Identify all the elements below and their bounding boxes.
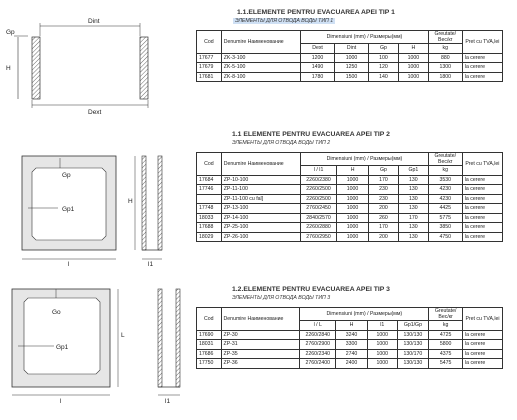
cell-denumire: ZP-31 xyxy=(221,340,300,350)
cell-pret: la cerere xyxy=(462,53,502,63)
col-l1: l1 xyxy=(367,321,397,331)
section2-title: 1.1 ELEMENTE PENTRU EVACUAREA APEI TIP 2 xyxy=(232,131,390,138)
drawing-tip3 xyxy=(12,289,180,405)
table-row xyxy=(197,185,503,195)
table-row xyxy=(197,213,503,223)
cell-cod: 17679 xyxy=(197,63,222,73)
cell-dim: 2400 xyxy=(336,359,368,369)
cell-denumire: ZP-11-100 xyxy=(221,185,300,195)
cell-pret: la cerere xyxy=(462,63,502,73)
cell-cod: 17690 xyxy=(197,330,222,340)
cell-dim: 1200 xyxy=(301,53,335,63)
cell-cod: 18033 xyxy=(197,213,222,223)
cell-dim: 2760/2900 xyxy=(300,340,336,350)
table-tip1 xyxy=(196,30,503,82)
cell-dim: 100 xyxy=(369,53,399,63)
cell-dim: 3240 xyxy=(336,330,368,340)
cell-dim: 130/130 xyxy=(397,340,429,350)
cell-denumire: ZP-11-100 cu fal] xyxy=(221,194,300,204)
drawing-tip1 xyxy=(6,18,148,116)
col-kg: kg xyxy=(428,44,462,54)
cell-dim: 170 xyxy=(369,223,399,233)
label-l1: l1 xyxy=(165,398,171,405)
col-kg: kg xyxy=(429,321,463,331)
label-h: H xyxy=(128,198,133,205)
col-denumire: Denumire Наименование xyxy=(221,153,300,176)
cell-denumire: ZK-5-100 xyxy=(221,63,300,73)
cell-dim: 1000 xyxy=(337,223,369,233)
cell-denumire: ZK-8-100 xyxy=(221,72,300,82)
cell-dim: 1000 xyxy=(337,194,369,204)
cell-pret: la cerere xyxy=(463,340,503,350)
cell-kg: 5475 xyxy=(429,359,463,369)
cell-dim: 1490 xyxy=(301,63,335,73)
cell-dim: 200 xyxy=(369,204,399,214)
cell-dim: 1250 xyxy=(335,63,369,73)
col-kg: kg xyxy=(428,166,462,176)
cell-cod: 18031 xyxy=(197,340,222,350)
cell-dim: 1000 xyxy=(367,340,397,350)
cell-cod: 17750 xyxy=(197,359,222,369)
cell-kg: 1800 xyxy=(428,72,462,82)
section3-title: 1.2.ELEMENTE PENTRU EVACUAREA APEI TIP 3 xyxy=(232,286,390,293)
cell-dim: 130 xyxy=(398,194,428,204)
table-row xyxy=(197,349,503,359)
col-gp: Gp xyxy=(369,166,399,176)
col-dint: Dint xyxy=(335,44,369,54)
col-h: H xyxy=(398,44,428,54)
cell-denumire: ZP-13-100 xyxy=(221,204,300,214)
cell-dim: 1500 xyxy=(335,72,369,82)
cell-dim: 130 xyxy=(398,185,428,195)
table-row xyxy=(197,72,503,82)
cell-dim: 170 xyxy=(398,213,428,223)
cell-dim: 2740 xyxy=(336,349,368,359)
col-l-l1: l / l1 xyxy=(301,166,337,176)
cell-cod: 17686 xyxy=(197,349,222,359)
cell-kg: 1300 xyxy=(428,63,462,73)
col-gp1: Gp1 xyxy=(398,166,428,176)
cell-dim: 130/170 xyxy=(397,349,429,359)
cell-dim: 140 xyxy=(369,72,399,82)
cell-kg: 4375 xyxy=(429,349,463,359)
cell-dim: 2260/2500 xyxy=(301,185,337,195)
col-denumire: Denumire Наименование xyxy=(221,31,300,54)
table-tip2 xyxy=(196,152,503,242)
cell-dim: 2260/2340 xyxy=(300,349,336,359)
cell-pret: la cerere xyxy=(462,204,502,214)
cell-dim: 130 xyxy=(398,175,428,185)
section1-title: 1.1.ELEMENTE PENTRU EVACUAREA APEI TIP 1 xyxy=(237,9,395,16)
cell-pret: la cerere xyxy=(462,194,502,204)
cell-cod: 17681 xyxy=(197,72,222,82)
cell-denumire: ZP-10-100 xyxy=(221,175,300,185)
cell-dim: 1780 xyxy=(301,72,335,82)
technical-drawings xyxy=(0,0,190,420)
cell-dim: 1000 xyxy=(398,63,428,73)
cell-denumire: ZP-14-100 xyxy=(221,213,300,223)
cell-dim: 1000 xyxy=(367,330,397,340)
cell-cod: 17684 xyxy=(197,175,222,185)
cell-cod: 17748 xyxy=(197,204,222,214)
col-pret: Pret cu TVA,lei xyxy=(463,308,503,331)
cell-kg: 4230 xyxy=(428,185,462,195)
cell-cod: 17677 xyxy=(197,53,222,63)
cell-kg: 3850 xyxy=(428,223,462,233)
cell-denumire: ZP-26-100 xyxy=(221,232,300,242)
cell-kg: 5800 xyxy=(429,340,463,350)
cell-denumire: ZP-25-100 xyxy=(221,223,300,233)
cell-dim: 230 xyxy=(369,185,399,195)
cell-dim: 1000 xyxy=(367,359,397,369)
cell-pret: la cerere xyxy=(462,185,502,195)
cell-dim: 1000 xyxy=(337,213,369,223)
label-dext: Dext xyxy=(88,109,102,116)
cell-pret: la cerere xyxy=(463,330,503,340)
cell-pret: la cerere xyxy=(462,213,502,223)
table-row xyxy=(197,53,503,63)
cell-dim: 170 xyxy=(369,175,399,185)
cell-dim: 2760/2400 xyxy=(300,359,336,369)
section2-subtitle: ЭЛЕМЕНТЫ ДЛЯ ОТВОДА ВОДЫ ТИП 2 xyxy=(232,140,331,146)
label-gp1: Gp1 xyxy=(56,344,69,351)
cell-denumire: ZP-30 xyxy=(221,330,300,340)
cell-dim: 1000 xyxy=(398,53,428,63)
table-row xyxy=(197,204,503,214)
col-dimensiuni: Dimensiuni (mm) / Размеры(мм) xyxy=(300,308,429,321)
table-row xyxy=(197,175,503,185)
cell-kg: 4425 xyxy=(428,204,462,214)
cell-dim: 130 xyxy=(398,204,428,214)
cell-kg: 4750 xyxy=(428,232,462,242)
col-pret: Pret cu TVA,lei xyxy=(462,153,502,176)
section1-subtitle: ЭЛЕМЕНТЫ ДЛЯ ОТВОДА ВОДЫ ТИП 1 xyxy=(235,18,334,24)
cell-dim: 2260/2380 xyxy=(301,175,337,185)
label-l: l xyxy=(60,398,62,405)
col-cod: Cod xyxy=(197,308,222,331)
cell-dim: 2260/2500 xyxy=(301,194,337,204)
table-row xyxy=(197,232,503,242)
label-gp: Gp xyxy=(6,29,15,36)
cell-dim: 130 xyxy=(398,223,428,233)
cell-kg: 3530 xyxy=(428,175,462,185)
table-row xyxy=(197,194,503,204)
col-dimensiuni: Dimensiuni (mm) / Размеры(мм) xyxy=(301,31,429,44)
cell-kg: 4725 xyxy=(429,330,463,340)
cell-dim: 1000 xyxy=(335,53,369,63)
cell-dim: 130 xyxy=(398,232,428,242)
table-row xyxy=(197,330,503,340)
table-row xyxy=(197,223,503,233)
label-l-side: L xyxy=(121,332,125,339)
cell-dim: 1000 xyxy=(367,349,397,359)
col-l-L: l / L xyxy=(300,321,336,331)
label-l: l xyxy=(68,261,70,268)
cell-cod: 17746 xyxy=(197,185,222,195)
label-h: H xyxy=(6,65,11,72)
cell-dim: 3300 xyxy=(336,340,368,350)
cell-dim: 230 xyxy=(369,194,399,204)
table-row xyxy=(197,359,503,369)
cell-dim: 130/130 xyxy=(397,330,429,340)
col-pret: Pret cu TVA,lei xyxy=(462,31,502,54)
cell-dim: 1000 xyxy=(398,72,428,82)
cell-denumire: ZP-36 xyxy=(221,359,300,369)
cell-pret: la cerere xyxy=(462,232,502,242)
section3-subtitle: ЭЛЕМЕНТЫ ДЛЯ ОТВОДА ВОДЫ ТИП 3 xyxy=(232,295,331,301)
drawing-tip2 xyxy=(22,156,162,268)
col-denumire: Denumire Наименование xyxy=(221,308,300,331)
cell-dim: 200 xyxy=(369,232,399,242)
cell-pret: la cerere xyxy=(462,72,502,82)
cell-dim: 2760/2450 xyxy=(301,204,337,214)
cell-denumire: ZK-3-100 xyxy=(221,53,300,63)
col-dimensiuni: Dimensiuni (mm) / Размеры(мм) xyxy=(301,153,429,166)
cell-dim: 120 xyxy=(369,63,399,73)
cell-cod xyxy=(197,194,222,204)
cell-cod: 18029 xyxy=(197,232,222,242)
cell-denumire: ZP-35 xyxy=(221,349,300,359)
label-go: Go xyxy=(52,309,61,316)
cell-dim: 1000 xyxy=(337,204,369,214)
col-cod: Cod xyxy=(197,31,222,54)
cell-dim: 2840/2570 xyxy=(301,213,337,223)
col-cod: Cod xyxy=(197,153,222,176)
cell-kg: 5775 xyxy=(428,213,462,223)
cell-dim: 2760/2950 xyxy=(301,232,337,242)
cell-kg: 4230 xyxy=(428,194,462,204)
cell-pret: la cerere xyxy=(463,349,503,359)
col-greutate: Greutate/ Вес/кг xyxy=(428,31,462,44)
cell-pret: la cerere xyxy=(463,359,503,369)
cell-dim: 130/130 xyxy=(397,359,429,369)
table-row xyxy=(197,63,503,73)
cell-dim: 1000 xyxy=(337,232,369,242)
table-row xyxy=(197,340,503,350)
col-gp: Gp xyxy=(369,44,399,54)
col-h: H xyxy=(336,321,368,331)
cell-dim: 1000 xyxy=(337,185,369,195)
col-gp1-gp: Gp1/Gp xyxy=(397,321,429,331)
cell-dim: 2260/2840 xyxy=(300,330,336,340)
cell-pret: la cerere xyxy=(462,223,502,233)
col-greutate: Greutate/ Вес/кг xyxy=(429,308,463,321)
cell-kg: 880 xyxy=(428,53,462,63)
col-greutate: Greutate/ Вес/кг xyxy=(428,153,462,166)
label-dint: Dint xyxy=(88,18,100,25)
col-h: H xyxy=(337,166,369,176)
label-gp1: Gp1 xyxy=(62,206,75,213)
label-gp: Gp xyxy=(62,172,71,179)
table-tip3 xyxy=(196,307,503,369)
cell-dim: 260 xyxy=(369,213,399,223)
cell-cod: 17688 xyxy=(197,223,222,233)
cell-dim: 1000 xyxy=(337,175,369,185)
cell-dim: 2260/2880 xyxy=(301,223,337,233)
cell-pret: la cerere xyxy=(462,175,502,185)
label-l1: l1 xyxy=(148,261,154,268)
col-dext: Dext xyxy=(301,44,335,54)
